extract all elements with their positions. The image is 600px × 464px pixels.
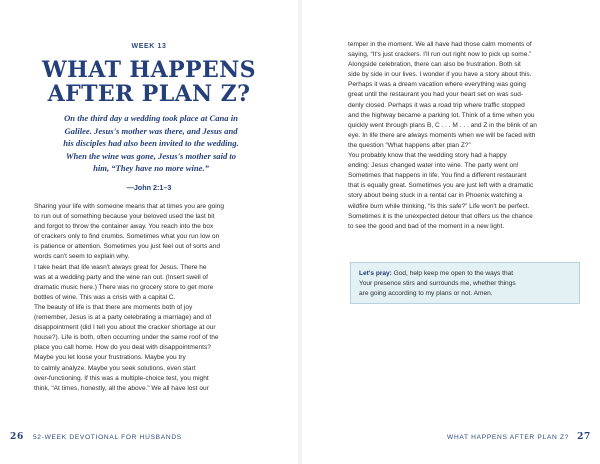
body-line: denly closed. Perhaps it was a road trip where traffic stopped (348, 101, 525, 109)
prayer-label: Let's pray: (359, 270, 392, 277)
body-line: The beauty of life is that there are moments both of joy (34, 303, 193, 311)
week-label: WEEK 13 (131, 43, 167, 50)
prayer-line: Your presence stirs and surrounds me, whether things (359, 280, 516, 287)
body-line: wildfire burn while thinking, “Is this safe?” Life won't be perfect. (348, 202, 530, 210)
scripture-line: On the third day a wedding took place at Cana in (64, 113, 238, 123)
scripture-line: Galilee. Jesus's mother was there, and Jesus and (64, 125, 238, 136)
body-line: Sometimes that happens in life. You find a different restaurant (348, 172, 527, 180)
page-number: 27 (577, 432, 591, 442)
body-line: to see the good and bad of the moment in a new light. (348, 222, 505, 230)
body-line: the question “What happens after plan Z?” (348, 141, 471, 149)
body-line: that is equally great. Sometimes you are just left with a dramatic (348, 182, 534, 190)
body-line: to run out of something because your beloved used the last bit (34, 213, 215, 221)
prayer-line: are going according to my plans or not. Amen. (359, 290, 493, 297)
body-line: disappointment (did I tell you about the cracker shortage at our (34, 324, 216, 332)
body-line: to calmly analyze. Maybe you seek solutions, even start (34, 364, 196, 372)
scripture-line: When the wine was gone, Jesus's mother said to (65, 150, 237, 161)
body-line: eye. In life there are always moments when we will be faced with (348, 131, 536, 139)
body-line: You probably know that the wedding story had a happy (348, 152, 507, 160)
prayer-text (359, 269, 571, 299)
body-line: great until the restaurant you had your heart set on was sud- (348, 91, 524, 99)
body-line: place you call home. How do you deal with disappointments? (34, 344, 211, 352)
left-body-text (34, 202, 280, 394)
body-line: was at a wedding party and the wine ran out. (Insert swell of (34, 273, 208, 281)
body-line: over-functioning. If this was a multiple-choice test, you might (34, 374, 209, 382)
scripture-reference: —John 2:1–3 (126, 183, 172, 192)
page-number: 26 (10, 432, 24, 442)
body-line: temper in the moment. We all have had those calm moments of (348, 41, 532, 48)
body-line: I take heart that life wasn't always great for Jesus. There he (34, 263, 207, 271)
scripture-quote (40, 112, 262, 175)
chapter-title-line: WHAT HAPPENS (42, 57, 256, 83)
right-page (302, 0, 600, 464)
left-folio (10, 432, 182, 442)
body-line: bottles of wine. This was a crisis with a capital C. (34, 293, 176, 301)
running-head: 52-WEEK DEVOTIONAL FOR HUSBANDS (32, 434, 182, 441)
right-folio (447, 432, 591, 442)
body-line: quickly went through plans B, C . . . M . . . and Z in the blink of an (348, 121, 537, 129)
running-head: WHAT HAPPENS AFTER PLAN Z? (447, 434, 570, 441)
body-line: words can't seem to explain why. (34, 253, 130, 261)
left-page (0, 0, 298, 464)
body-line: and the highway became a parking lot. Think of a time when you (348, 111, 535, 119)
body-line: house?). Life is both, often occurring under the same roof of the (34, 334, 219, 342)
scripture-line: his disciples had also been invited to the wedding. (63, 138, 239, 149)
prayer-line (359, 269, 571, 279)
body-line: ending: Jesus changed water into wine. The party went on! (348, 162, 519, 170)
body-line: is patience or attention. Sometimes you just feel out of sorts and (34, 243, 220, 251)
body-line: Sometimes it is the unexpected detour that offers us the chance (348, 212, 533, 220)
body-line: Maybe you let loose your frustrations. Maybe you try (34, 354, 186, 362)
body-line: Alongside celebration, there can also be frustration. Both sit (348, 61, 521, 69)
body-line: story about being stuck in a rental car in Phoenix watching a (348, 192, 523, 200)
body-line: (remember, Jesus is at a party celebrating a marriage) and of (34, 314, 212, 322)
body-line: saying, “It's just crackers. I'll run out right now to pick up some.” (348, 51, 532, 59)
right-body-text (348, 40, 578, 232)
body-line: Sharing your life with someone means that at times you are going (34, 203, 224, 210)
chapter-title (0, 58, 298, 106)
chapter-title-line: AFTER PLAN Z? (47, 81, 251, 107)
prayer-box (350, 262, 580, 304)
body-line: think, “At times, honestly, all the above.” We all have lost our (34, 384, 209, 392)
body-line: dramatic music here.) There was no grocery store to get more (34, 283, 214, 291)
body-line: side by side in our lives. I wonder if you have a story about this. (348, 71, 532, 79)
scripture-line: him, “They have no more wine.” (93, 163, 209, 174)
body-line: Perhaps it was a dream vacation where everything was going (348, 81, 526, 89)
body-line: and forgot to throw the container away. You reach into the box (34, 223, 214, 231)
body-line: of crackers only to find crumbs. Sometimes what you run low on (34, 233, 220, 241)
prayer-first-line: God, help keep me open to the ways that (391, 270, 514, 277)
